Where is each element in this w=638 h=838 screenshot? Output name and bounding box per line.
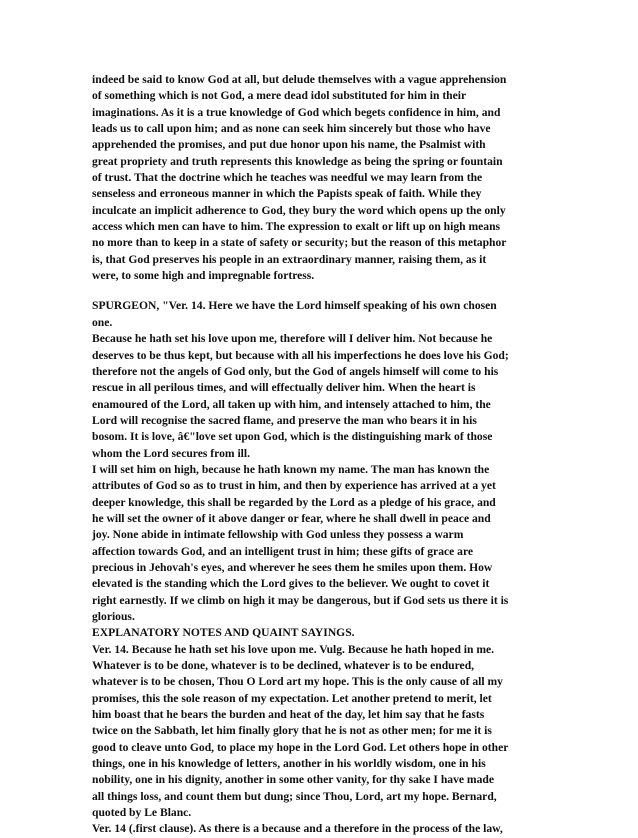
text-line: Whatever is to be done, whatever is to be declined, whatever is to be endured, [92,659,475,673]
text-line: Ver. 14. Because he hath set his love upon me. Vulg. Because he hath hoped in me. [92,642,495,656]
text-line: quoted by Le Blanc. [92,806,192,820]
text-line: deserves to be thus kept, but because with all his imperfections he does love his God; [92,348,509,362]
text-line: is, that God preserves his people in an extraordinary manner, raising them, as it [92,252,487,266]
text-line: access which men can have to him. The expression to exalt or lift up on high means [92,220,501,234]
text-line: no more than to keep in a state of safety or security; but the reason of this metaphor [92,236,507,250]
text-line: Because he hath set his love upon me, therefore will I deliver him. Not because he [92,332,493,346]
text-line: therefore not the angels of God only, but the God of angels himself will come to his [92,364,499,378]
text-line: were, to some high and impregnable fortress. [92,269,315,283]
text-line: he will set the owner of it above danger or fear, where he shall dwell in peace and [92,511,491,525]
text-line: bosom. It is love, â€"love set upon God, which is the distinguishing mark of those [92,430,493,444]
text-line: senseless and erroneous manner in which the Papists speak of faith. While they [92,187,482,201]
text-line: apprehended the promises, and put due honor upon his name, the Psalmist with [92,138,486,152]
paragraph-spurgeon-commentary [92,298,544,837]
text-line: rescue in all perilous times, and will effectually deliver him. When the heart is [92,381,476,395]
text-line: whatever is to be chosen, Thou O Lord art my hope. This is the only cause of all my [92,675,503,689]
text-line: great propriety and truth represents this knowledge as being the spring or fountain [92,154,503,168]
text-line: things, one in his knowledge of letters, another in his worldly wisdom, one in his [92,757,486,771]
text-line: imaginations. As it is a true knowledge of God which begets confidence in him, and [92,105,501,119]
text-line: precious in Jehovah's eyes, and wherever he sees them he smiles upon them. How [92,560,493,574]
text-line: deeper knowledge, this shall be regarded by the Lord as a pledge of his grace, and [92,495,496,509]
text-line: of trust. That the doctrine which he teaches was needful we may learn from the [92,171,483,185]
text-line: indeed be said to know God at all, but delude themselves with a vague apprehension [92,73,507,86]
text-line: Ver. 14 (.first clause). As there is a because and a therefore in the process of the law, [92,822,503,836]
text-line: him boast that he bears the burden and heat of the day, let him say that he fasts [92,708,485,722]
text-line: affection towards God, and an intelligent trust in him; these gifts of grace are [92,544,474,558]
text-line: nobility, one in his dignity, another in some other vanity, for thy sake I have made [92,773,494,787]
text-line: right earnestly. If we climb on high it may be dangerous, but if God sets us there it is [92,593,509,607]
text-line: promises, this the sole reason of my expectation. Let another pretend to merit, let [92,691,492,705]
text-line: enamoured of the Lord, all taken up with him, and intensely attached to him, the [92,397,491,411]
text-line: all things loss, and count them but dung; since Thou, Lord, art my hope. Bernard, [92,789,497,803]
text-line: of something which is not God, a mere dead idol substituted for him in their [92,89,467,103]
text-line: twice on the Sabbath, let him finally glory that he is not as other men; for me it is [92,724,492,738]
document-body [92,72,544,838]
text-line: joy. None abide in intimate fellowship with God unless they possess a warm [92,528,464,542]
text-line: inculcate an implicit adherence to God, they bury the word which opens up the only [92,203,506,217]
text-line: whom the Lord secures from ill. [92,446,251,460]
text-line: glorious. [92,610,135,623]
paragraph-calvin-commentary [92,72,544,284]
section-heading-line: EXPLANATORY NOTES AND QUAINT SAYINGS. [92,626,355,640]
text-line: good to cleave unto God, to place my hope in the Lord God. Let others hope in other [92,740,509,754]
text-line: elevated is the standing which the Lord gives to the believer. We ought to covet it [92,577,490,591]
text-line: one. [92,315,113,329]
paragraph-spacer [92,284,544,298]
text-line: Lord will recognise the sacred flame, and preserve the man who bears it in his [92,413,477,427]
section-heading-line: SPURGEON, "Ver. 14. Here we have the Lord himself speaking of his own chosen [92,299,497,313]
text-line: I will set him on high, because he hath known my name. The man has known the [92,462,490,476]
text-line: attributes of God so as to trust in him, and then by experience has arrived at a yet [92,479,496,493]
text-line: leads us to call upon him; and as none can seek him sincerely but those who have [92,122,491,136]
